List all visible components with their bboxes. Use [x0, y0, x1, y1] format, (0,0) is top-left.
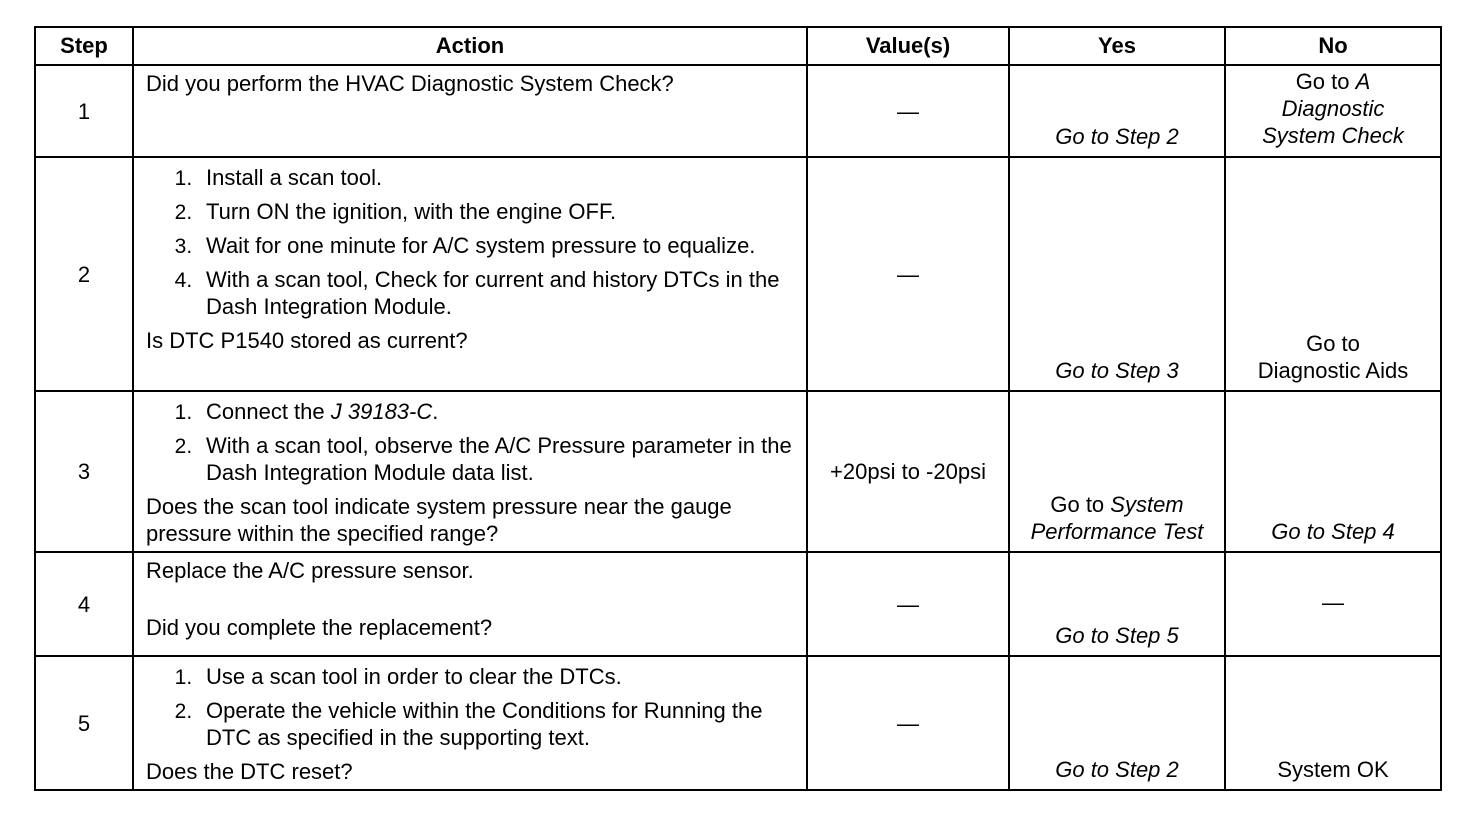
action-step: 1. Install a scan tool.	[198, 164, 800, 191]
yes-link: Go to Step 2	[1055, 124, 1179, 149]
no-link: Go to Step 4	[1271, 519, 1395, 544]
header-step: Step	[35, 27, 133, 65]
no-cell	[1225, 65, 1441, 157]
action-statement: Replace the A/C pressure sensor.	[146, 558, 474, 583]
value-cell: —	[807, 656, 1009, 790]
no-cell: System OK	[1225, 656, 1441, 790]
no-text: Go to	[1306, 331, 1360, 356]
action-steps	[146, 164, 800, 320]
action-cell	[133, 552, 807, 656]
no-text: Go to	[1295, 69, 1356, 94]
header-yes: Yes	[1009, 27, 1225, 65]
action-step: 4. With a scan tool, Check for current and history DTCs in the Dash Integration Module.	[198, 266, 800, 320]
header-no: No	[1225, 27, 1441, 65]
value-cell: —	[807, 65, 1009, 157]
table-row	[35, 656, 1441, 790]
table-row	[35, 391, 1441, 552]
step-number: 1	[35, 65, 133, 157]
header-action: Action	[133, 27, 807, 65]
action-step: 3. Wait for one minute for A/C system pressure to equalize.	[198, 232, 800, 259]
action-steps	[146, 663, 800, 751]
header-row	[35, 27, 1441, 65]
value-cell: +20psi to -20psi	[807, 391, 1009, 552]
action-question: Does the DTC reset?	[146, 759, 353, 784]
action-cell	[133, 656, 807, 790]
no-link: A	[1355, 69, 1371, 94]
step-number: 3	[35, 391, 133, 552]
table-row	[35, 552, 1441, 656]
no-cell	[1225, 157, 1441, 391]
value-cell: —	[807, 157, 1009, 391]
yes-cell	[1009, 656, 1225, 790]
table-row	[35, 157, 1441, 391]
yes-text: Go to	[1050, 492, 1111, 517]
action-cell	[133, 391, 807, 552]
yes-cell	[1009, 65, 1225, 157]
no-link: Diagnostic	[1281, 96, 1385, 121]
step-number: 4	[35, 552, 133, 656]
action-step: 2. Operate the vehicle within the Conditions for Running the DTC as specified in the supporting text.	[198, 697, 800, 751]
yes-link: Go to Step 5	[1055, 623, 1179, 648]
no-cell	[1225, 391, 1441, 552]
yes-link: Go to Step 3	[1055, 358, 1179, 383]
value-cell: —	[807, 552, 1009, 656]
action-step: 2. With a scan tool, observe the A/C Pressure parameter in the Dash Integration Module data list.	[198, 432, 800, 486]
action-step: 1. Connect the J 39183-C.	[198, 398, 800, 425]
action-question: Did you complete the replacement?	[146, 615, 493, 640]
action-step: 2. Turn ON the ignition, with the engine OFF.	[198, 198, 800, 225]
action-step: 1. Use a scan tool in order to clear the DTCs.	[198, 663, 800, 690]
yes-link: Performance Test	[1030, 519, 1204, 544]
action-steps	[146, 398, 800, 486]
no-text: Diagnostic Aids	[1257, 358, 1409, 383]
diagnostic-table	[34, 26, 1442, 791]
yes-cell	[1009, 391, 1225, 552]
yes-cell	[1009, 552, 1225, 656]
action-question: Did you perform the HVAC Diagnostic System Check?	[146, 71, 674, 96]
yes-cell	[1009, 157, 1225, 391]
table-row	[35, 65, 1441, 157]
yes-link: Go to Step 2	[1055, 757, 1179, 782]
header-values: Value(s)	[807, 27, 1009, 65]
action-question: Does the scan tool indicate system pressure near the gauge pressure within the specified range?	[146, 494, 732, 546]
step-number: 5	[35, 656, 133, 790]
step-number: 2	[35, 157, 133, 391]
action-cell	[133, 157, 807, 391]
no-cell: —	[1225, 552, 1441, 656]
yes-link: System	[1110, 492, 1184, 517]
tool-reference: J 39183-C	[330, 399, 433, 424]
action-cell	[133, 65, 807, 157]
no-link: System Check	[1262, 123, 1404, 148]
action-question: Is DTC P1540 stored as current?	[146, 328, 468, 353]
